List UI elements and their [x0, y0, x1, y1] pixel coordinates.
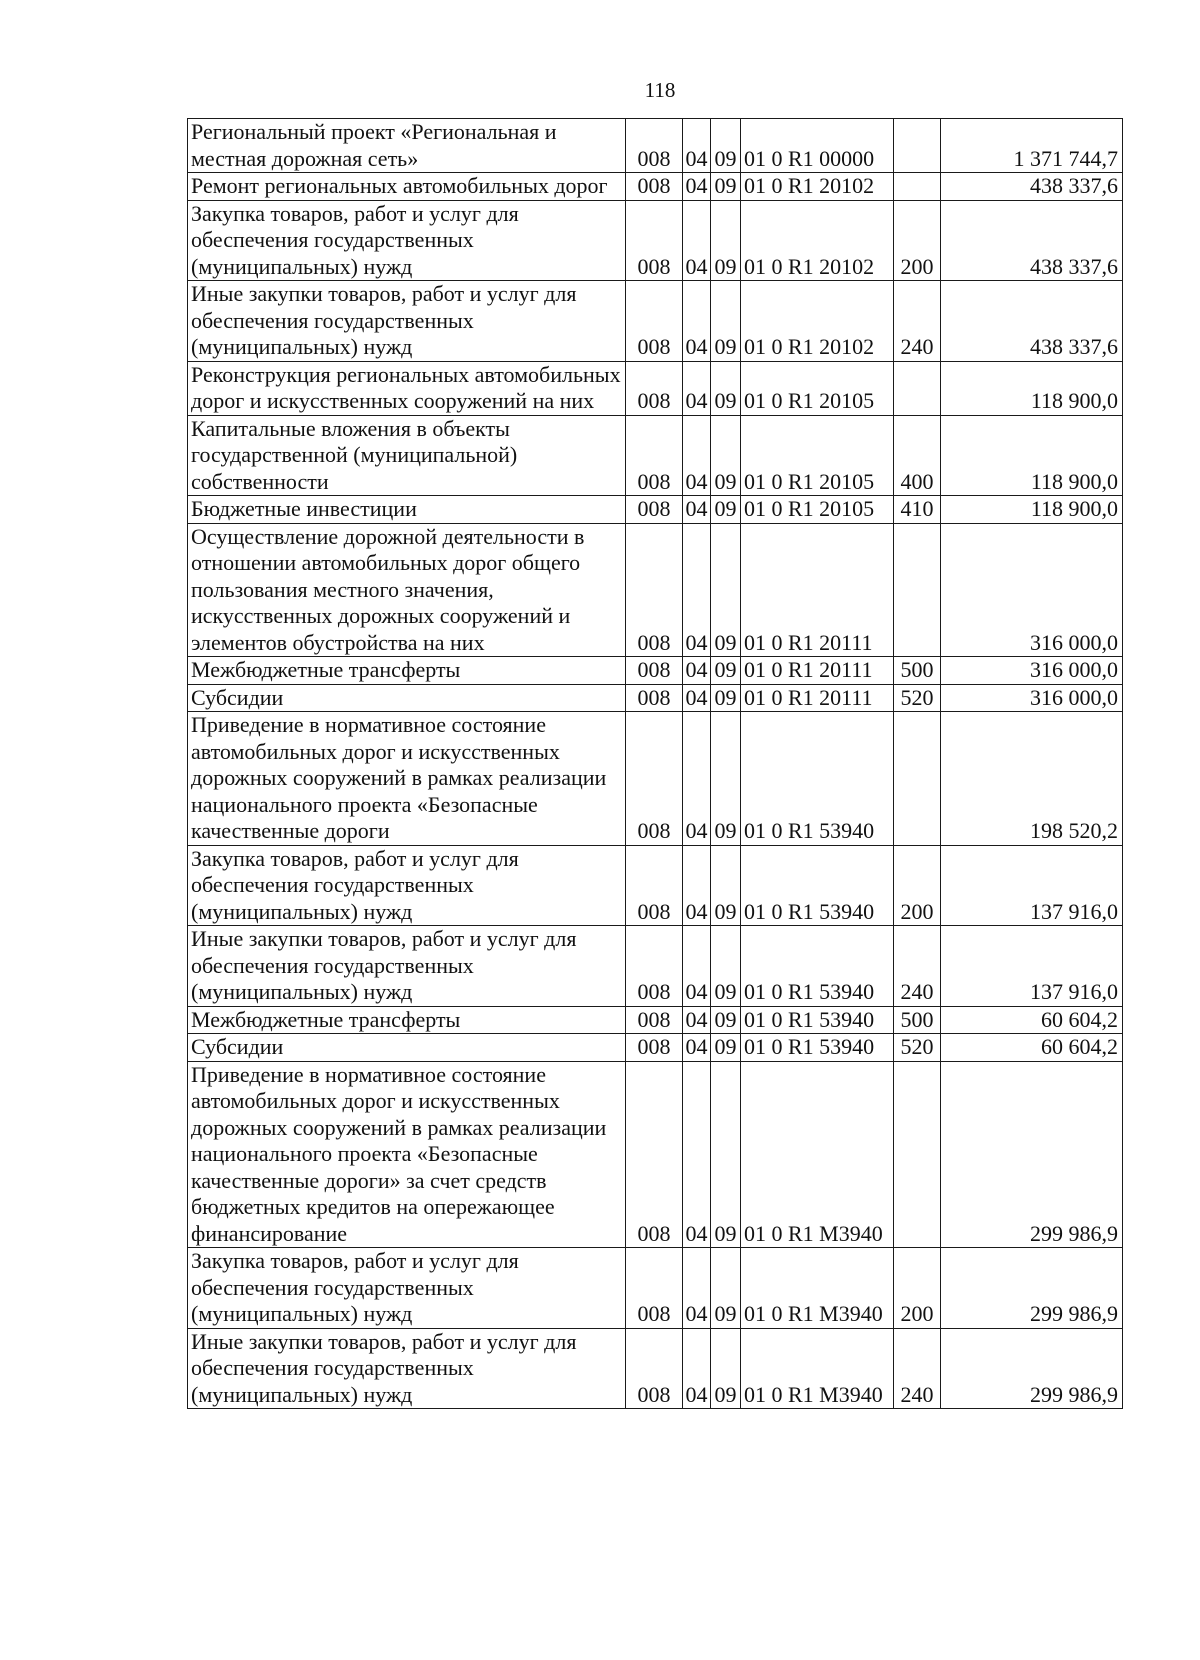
- table-row: [188, 361, 1123, 415]
- row-gr-code-cell: 008: [626, 1328, 683, 1409]
- row-amount-cell: 438 337,6: [941, 281, 1123, 362]
- row-amount-cell: 316 000,0: [941, 657, 1123, 685]
- row-amount-cell: 137 916,0: [941, 845, 1123, 926]
- row-gr-code-cell: 008: [626, 119, 683, 173]
- row-section-cell: 04: [683, 415, 711, 496]
- row-expense-type-cell: 240: [894, 281, 941, 362]
- row-amount-cell: 299 986,9: [941, 1328, 1123, 1409]
- row-section-cell: 04: [683, 845, 711, 926]
- row-name-cell: Региональный проект «Региональная и местная дорожная сеть»: [188, 119, 626, 173]
- row-gr-code-cell: 008: [626, 1061, 683, 1248]
- row-expense-type-cell: [894, 1061, 941, 1248]
- row-section-cell: 04: [683, 173, 711, 201]
- row-expense-type-cell: 200: [894, 200, 941, 281]
- table-row: [188, 1328, 1123, 1409]
- row-expense-type-cell: 410: [894, 496, 941, 524]
- table-row: [188, 281, 1123, 362]
- table-row: [188, 200, 1123, 281]
- table-row: [188, 1034, 1123, 1062]
- row-target-article-cell: 01 0 R1 20105: [741, 361, 894, 415]
- row-gr-code-cell: 008: [626, 1034, 683, 1062]
- row-target-article-cell: 01 0 R1 53940: [741, 1006, 894, 1034]
- row-amount-cell: 1 371 744,7: [941, 119, 1123, 173]
- row-amount-cell: 438 337,6: [941, 173, 1123, 201]
- row-amount-cell: 137 916,0: [941, 926, 1123, 1007]
- budget-table-body: [188, 119, 1123, 1409]
- row-gr-code-cell: 008: [626, 415, 683, 496]
- row-expense-type-cell: [894, 361, 941, 415]
- row-subsection-cell: 09: [711, 415, 741, 496]
- row-section-cell: 04: [683, 657, 711, 685]
- row-gr-code-cell: 008: [626, 684, 683, 712]
- row-subsection-cell: 09: [711, 496, 741, 524]
- row-subsection-cell: 09: [711, 657, 741, 685]
- row-subsection-cell: 09: [711, 1248, 741, 1329]
- row-gr-code-cell: 008: [626, 200, 683, 281]
- row-expense-type-cell: [894, 712, 941, 846]
- row-gr-code-cell: 008: [626, 657, 683, 685]
- table-row: [188, 173, 1123, 201]
- budget-table: [187, 118, 1123, 1409]
- row-subsection-cell: 09: [711, 200, 741, 281]
- row-section-cell: 04: [683, 496, 711, 524]
- row-gr-code-cell: 008: [626, 361, 683, 415]
- row-expense-type-cell: 520: [894, 1034, 941, 1062]
- row-subsection-cell: 09: [711, 1328, 741, 1409]
- table-row: [188, 657, 1123, 685]
- row-subsection-cell: 09: [711, 712, 741, 846]
- row-name-cell: Закупка товаров, работ и услуг для обеспечения государственных (муниципальных) нужд: [188, 200, 626, 281]
- row-subsection-cell: 09: [711, 173, 741, 201]
- row-target-article-cell: 01 0 R1 20102: [741, 281, 894, 362]
- row-target-article-cell: 01 0 R1 20102: [741, 200, 894, 281]
- table-row: [188, 845, 1123, 926]
- row-expense-type-cell: [894, 119, 941, 173]
- row-target-article-cell: 01 0 R1 20111: [741, 684, 894, 712]
- row-subsection-cell: 09: [711, 281, 741, 362]
- row-amount-cell: 118 900,0: [941, 496, 1123, 524]
- row-name-cell: Капитальные вложения в объекты государственной (муниципальной) собственности: [188, 415, 626, 496]
- row-name-cell: Иные закупки товаров, работ и услуг для обеспечения государственных (муниципальных) нужд: [188, 1328, 626, 1409]
- row-section-cell: 04: [683, 523, 711, 657]
- row-section-cell: 04: [683, 119, 711, 173]
- row-name-cell: Субсидии: [188, 684, 626, 712]
- row-amount-cell: 299 986,9: [941, 1061, 1123, 1248]
- table-row: [188, 1248, 1123, 1329]
- row-target-article-cell: 01 0 R1 53940: [741, 1034, 894, 1062]
- row-target-article-cell: 01 0 R1 M3940: [741, 1061, 894, 1248]
- table-row: [188, 415, 1123, 496]
- row-amount-cell: 316 000,0: [941, 523, 1123, 657]
- row-name-cell: Иные закупки товаров, работ и услуг для обеспечения государственных (муниципальных) нужд: [188, 926, 626, 1007]
- row-section-cell: 04: [683, 1006, 711, 1034]
- table-row: [188, 496, 1123, 524]
- row-target-article-cell: 01 0 R1 M3940: [741, 1248, 894, 1329]
- row-subsection-cell: 09: [711, 926, 741, 1007]
- row-section-cell: 04: [683, 926, 711, 1007]
- row-subsection-cell: 09: [711, 1006, 741, 1034]
- row-expense-type-cell: 240: [894, 1328, 941, 1409]
- row-target-article-cell: 01 0 R1 20105: [741, 415, 894, 496]
- row-target-article-cell: 01 0 R1 53940: [741, 845, 894, 926]
- row-expense-type-cell: 500: [894, 657, 941, 685]
- row-amount-cell: 118 900,0: [941, 415, 1123, 496]
- row-gr-code-cell: 008: [626, 173, 683, 201]
- row-target-article-cell: 01 0 R1 20102: [741, 173, 894, 201]
- row-amount-cell: 60 604,2: [941, 1006, 1123, 1034]
- row-gr-code-cell: 008: [626, 845, 683, 926]
- row-subsection-cell: 09: [711, 523, 741, 657]
- row-expense-type-cell: 240: [894, 926, 941, 1007]
- row-subsection-cell: 09: [711, 684, 741, 712]
- row-gr-code-cell: 008: [626, 1248, 683, 1329]
- table-row: [188, 523, 1123, 657]
- row-name-cell: Ремонт региональных автомобильных дорог: [188, 173, 626, 201]
- row-amount-cell: 118 900,0: [941, 361, 1123, 415]
- row-name-cell: Реконструкция региональных автомобильных дорог и искусственных сооружений на них: [188, 361, 626, 415]
- row-amount-cell: 299 986,9: [941, 1248, 1123, 1329]
- row-name-cell: Иные закупки товаров, работ и услуг для обеспечения государственных (муниципальных) нужд: [188, 281, 626, 362]
- row-section-cell: 04: [683, 1328, 711, 1409]
- row-section-cell: 04: [683, 200, 711, 281]
- row-target-article-cell: 01 0 R1 53940: [741, 712, 894, 846]
- row-expense-type-cell: 200: [894, 1248, 941, 1329]
- row-amount-cell: 60 604,2: [941, 1034, 1123, 1062]
- row-gr-code-cell: 008: [626, 1006, 683, 1034]
- table-row: [188, 926, 1123, 1007]
- row-section-cell: 04: [683, 361, 711, 415]
- row-section-cell: 04: [683, 1034, 711, 1062]
- table-row: [188, 1006, 1123, 1034]
- row-name-cell: Приведение в нормативное состояние автомобильных дорог и искусственных дорожных сооружений в рамках реализации национального проекта «Безопасные качественные дороги» за счет средств бюджетных кредитов на опережающее финансирование: [188, 1061, 626, 1248]
- row-section-cell: 04: [683, 712, 711, 846]
- row-target-article-cell: 01 0 R1 M3940: [741, 1328, 894, 1409]
- table-row: [188, 1061, 1123, 1248]
- row-amount-cell: 438 337,6: [941, 200, 1123, 281]
- row-expense-type-cell: [894, 523, 941, 657]
- row-gr-code-cell: 008: [626, 523, 683, 657]
- row-name-cell: Межбюджетные трансферты: [188, 657, 626, 685]
- row-section-cell: 04: [683, 1248, 711, 1329]
- row-name-cell: Субсидии: [188, 1034, 626, 1062]
- row-target-article-cell: 01 0 R1 00000: [741, 119, 894, 173]
- row-name-cell: Закупка товаров, работ и услуг для обеспечения государственных (муниципальных) нужд: [188, 845, 626, 926]
- row-expense-type-cell: 400: [894, 415, 941, 496]
- row-name-cell: Межбюджетные трансферты: [188, 1006, 626, 1034]
- row-subsection-cell: 09: [711, 1034, 741, 1062]
- row-name-cell: Приведение в нормативное состояние автомобильных дорог и искусственных дорожных сооружений в рамках реализации национального проекта «Безопасные качественные дороги: [188, 712, 626, 846]
- row-subsection-cell: 09: [711, 119, 741, 173]
- row-expense-type-cell: 520: [894, 684, 941, 712]
- row-gr-code-cell: 008: [626, 926, 683, 1007]
- row-gr-code-cell: 008: [626, 496, 683, 524]
- row-target-article-cell: 01 0 R1 20111: [741, 523, 894, 657]
- row-expense-type-cell: 200: [894, 845, 941, 926]
- row-amount-cell: 316 000,0: [941, 684, 1123, 712]
- row-expense-type-cell: 500: [894, 1006, 941, 1034]
- row-name-cell: Осуществление дорожной деятельности в отношении автомобильных дорог общего пользования местного значения, искусственных дорожных сооружений и элементов обустройства на них: [188, 523, 626, 657]
- page-number: 118: [644, 78, 676, 102]
- row-target-article-cell: 01 0 R1 53940: [741, 926, 894, 1007]
- row-subsection-cell: 09: [711, 361, 741, 415]
- row-section-cell: 04: [683, 281, 711, 362]
- table-row: [188, 684, 1123, 712]
- row-gr-code-cell: 008: [626, 281, 683, 362]
- row-section-cell: 04: [683, 1061, 711, 1248]
- row-subsection-cell: 09: [711, 845, 741, 926]
- row-target-article-cell: 01 0 R1 20111: [741, 657, 894, 685]
- row-expense-type-cell: [894, 173, 941, 201]
- row-gr-code-cell: 008: [626, 712, 683, 846]
- row-section-cell: 04: [683, 684, 711, 712]
- row-amount-cell: 198 520,2: [941, 712, 1123, 846]
- table-row: [188, 712, 1123, 846]
- row-target-article-cell: 01 0 R1 20105: [741, 496, 894, 524]
- table-row: [188, 119, 1123, 173]
- row-name-cell: Закупка товаров, работ и услуг для обеспечения государственных (муниципальных) нужд: [188, 1248, 626, 1329]
- row-subsection-cell: 09: [711, 1061, 741, 1248]
- row-name-cell: Бюджетные инвестиции: [188, 496, 626, 524]
